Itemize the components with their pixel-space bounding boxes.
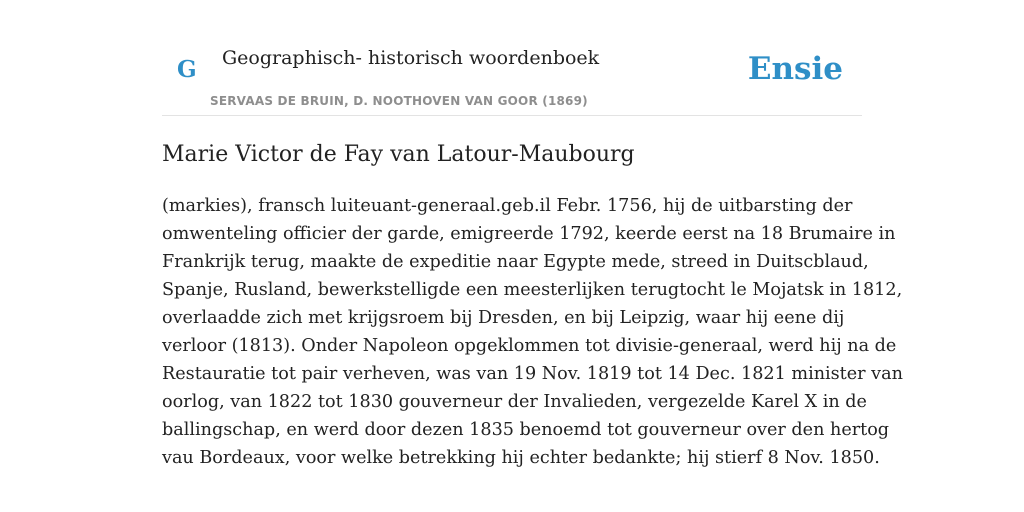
- entry-body-line: vau Bordeaux, voor welke betrekking hij echter bedankte; hij stierf 8 Nov. 1850.: [162, 448, 880, 468]
- entry-body-line: omwenteling officier der garde, emigreerde 1792, keerde eerst na 18 Brumaire in: [162, 224, 896, 244]
- entry-body-line: Spanje, Rusland, bewerkstelligde een meesterlijken terugtocht le Mojatsk in 1812,: [162, 280, 903, 300]
- book-authors: SERVAAS DE BRUIN, D. NOOTHOVEN VAN GOOR (1869): [210, 94, 588, 108]
- entry-body-line: (markies), fransch luiteuant-generaal.geb.il Febr. 1756, hij de uitbarsting der: [162, 196, 853, 216]
- entry-title: Marie Victor de Fay van Latour-Maubourg: [162, 142, 635, 167]
- book-title[interactable]: Geographisch- historisch woordenboek: [222, 47, 600, 69]
- entry-body-line: Restauratie tot pair verheven, was van 19 Nov. 1819 tot 14 Dec. 1821 minister van: [162, 364, 903, 384]
- entry-body-line: Frankrijk terug, maakte de expeditie naar Egypte mede, streed in Duitscblaud,: [162, 252, 869, 272]
- ensie-brand-logo[interactable]: Ensie: [747, 51, 843, 87]
- dictionary-header: [162, 36, 862, 116]
- entry-body-line: overlaadde zich met krijgsroem bij Dresden, en bij Leipzig, waar hij eene dij: [162, 308, 845, 328]
- entry-body: [162, 192, 903, 472]
- dictionary-logo[interactable]: G: [177, 56, 197, 83]
- entry-body-line: oorlog, van 1822 tot 1830 gouverneur der Invalieden, vergezelde Karel X in de: [162, 392, 867, 412]
- entry-body-line: verloor (1813). Onder Napoleon opgeklommen tot divisie-generaal, werd hij na de: [162, 336, 897, 356]
- entry-body-line: ballingschap, en werd door dezen 1835 benoemd tot gouverneur over den hertog: [162, 420, 890, 440]
